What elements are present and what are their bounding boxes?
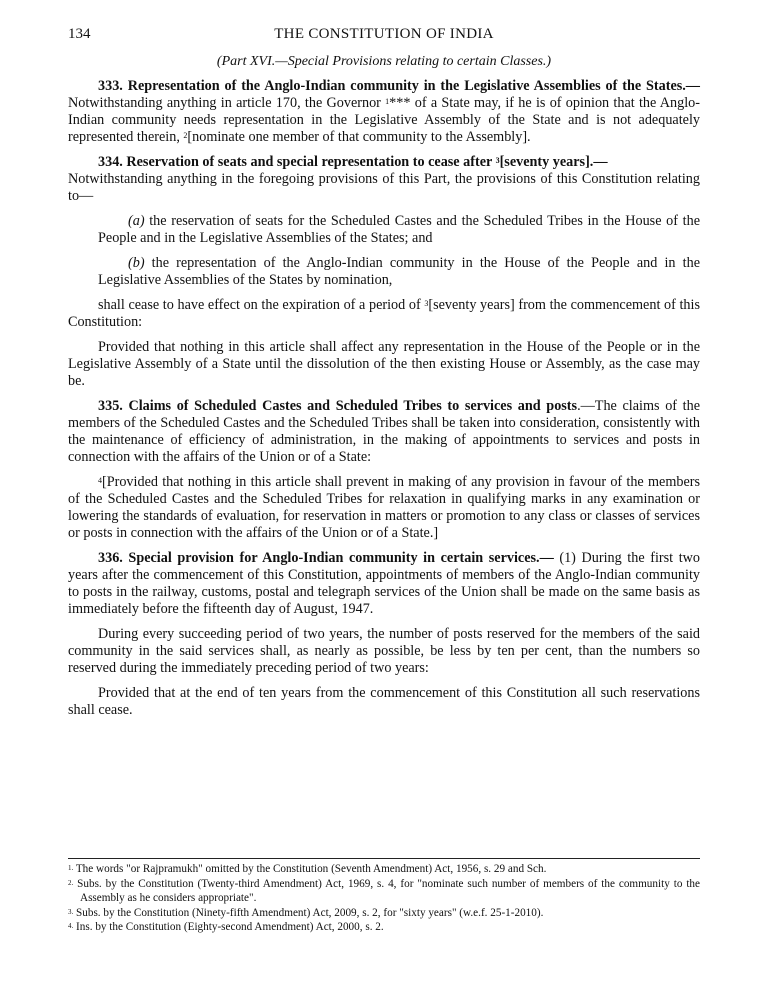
article-334-intro: Notwithstanding anything in the foregoing provisions of this Part, the provisions of this Constitution relating to—	[68, 171, 700, 204]
footnote-1: $^{1.}$ The words "or Rajpramukh" omitted by the Constitution (Seventh Amendment) Act, 1956, s. 29 and Sch.	[68, 863, 547, 875]
article-336-heading: 336. Special provision for Anglo-Indian community in certain services.—	[98, 550, 554, 566]
running-title: THE CONSTITUTION OF INDIA	[274, 26, 494, 42]
clause-a-label: (a)	[128, 213, 145, 229]
clause-b	[98, 255, 700, 289]
footnote-ref-2[interactable]: 2	[183, 131, 188, 140]
clause-b-text: the representation of the Anglo-Indian community in the House of the People and in the Legislative Assemblies of the States by nomination,	[98, 255, 700, 288]
document-page	[68, 22, 700, 727]
footnote-ref-3[interactable]: 3	[495, 156, 500, 165]
page-header	[68, 22, 700, 44]
article-333-text: Notwithstanding anything in article 170, the Governor	[68, 95, 386, 111]
article-334-proviso: Provided that nothing in this article shall affect any representation in the House of the People or in the Legislative Assembly of a State until the dissolution of the then existing House or Assembly, as the case may be.	[68, 339, 700, 389]
footnote-ref-1[interactable]: 1	[385, 97, 390, 106]
footnote-ref-3b[interactable]: 3	[424, 299, 429, 308]
article-333-text-3: [nominate one member of that community to the Assembly].	[187, 129, 531, 145]
footnote-2: $^{2.}$ Subs. by the Constitution (Twenty-third Amendment) Act, 1969, s. 4, for "nominate such number of members of the community to the Assembly as he considers appropriate".	[68, 877, 700, 904]
article-334-heading: 334. Reservation of seats and special representation to cease after $^3$[seventy years].—	[98, 154, 608, 170]
article-335-proviso: $^4$[Provided that nothing in this article shall prevent in making of any provision in favour of the members of the Scheduled Castes and the Scheduled Tribes for relaxation in qualifying marks in any examination or lowering the standards of evaluation, for reservation in matters or promotion to any class or classes of services or posts in connection with the affairs of the Union or of a State.]	[68, 474, 700, 541]
article-334-continuation: shall cease to have effect on the expiration of a period of $^3$[seventy years] from the commencement of this Constitution:	[68, 297, 700, 330]
article-336	[68, 550, 700, 618]
article-335	[68, 398, 700, 466]
article-336-text: (1) During the first two years after the commencement of this Constitution, appointments of members of the Anglo-Indian community to posts in the railway, customs, postal and telegraph services of the Union shall be made on the same basis as immediately before the fifteenth day of August, 1947.	[68, 550, 700, 617]
clause-a-text: the reservation of seats for the Scheduled Castes and the Scheduled Tribes in the House of the People and in the Legislative Assemblies of the States; and	[98, 213, 700, 246]
article-333-heading: 333. Representation of the Anglo-Indian community in the Legislative Assemblies of the States.—	[98, 78, 700, 94]
article-334	[68, 154, 700, 205]
footnotes	[68, 858, 700, 935]
footnote-ref-4[interactable]: 4	[98, 476, 102, 485]
footnote-3: $^{3.}$ Subs. by the Constitution (Ninety-fifth Amendment) Act, 2009, s. 2, for "sixty years" (w.e.f. 25-1-2010).	[68, 906, 544, 919]
article-335-heading: 335. Claims of Scheduled Castes and Scheduled Tribes to services and posts	[98, 398, 578, 414]
article-333	[68, 78, 700, 146]
article-333-text-2: of a State may, if he is of opinion that the Anglo-Indian community needs representation in the Legislative Assembly of the State and is not adequately represented therein,	[68, 95, 700, 145]
clause-b-label: (b)	[128, 255, 145, 271]
clause-a	[98, 213, 700, 247]
article-336-para-2: During every succeeding period of two years, the number of posts reserved for the members of the said community in the said services shall, as nearly as possible, be less by ten per cent, than the numbers so reserved during the immediately preceding period of two years:	[68, 626, 700, 676]
omission-stars: ***	[389, 95, 411, 111]
article-336-proviso: Provided that at the end of ten years from the commencement of this Constitution all such reservations shall cease.	[68, 685, 700, 718]
footnote-4: $^{4.}$ Ins. by the Constitution (Eighty-second Amendment) Act, 2000, s. 2.	[68, 921, 384, 933]
article-335-text: .—The claims of the members of the Scheduled Castes and the Scheduled Tribes shall be taken into consideration, consistently with the maintenance of efficiency of administration, in the making of appointments to services and posts in connection with the affairs of the Union or of a State:	[68, 398, 700, 465]
part-heading: (Part XVI.—Special Provisions relating to certain Classes.)	[216, 54, 552, 69]
page-number: 134	[68, 26, 91, 42]
